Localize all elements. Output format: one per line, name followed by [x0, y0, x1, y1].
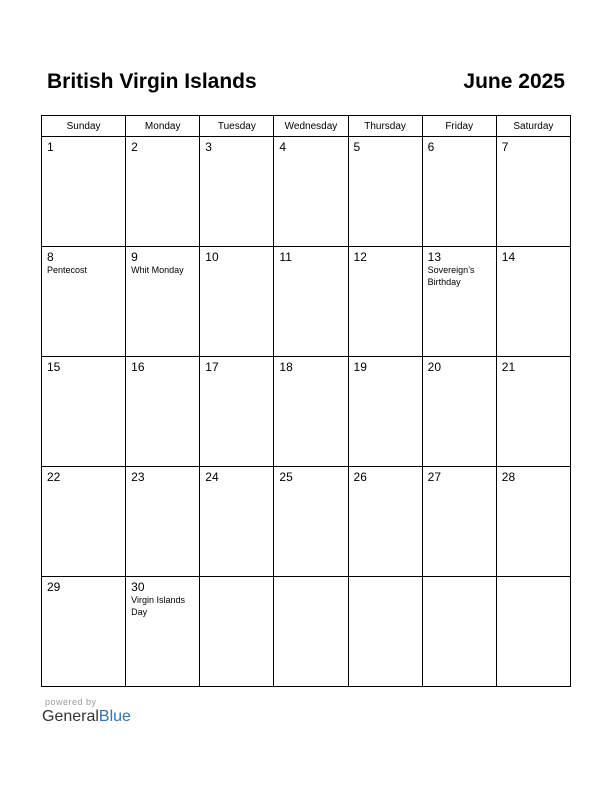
- day-number: 13: [427, 250, 442, 264]
- day-cell: [274, 577, 348, 687]
- day-number: [497, 577, 570, 580]
- weekday-header: Thursday: [348, 116, 422, 137]
- day-number: 3: [205, 140, 212, 154]
- day-number: 18: [279, 360, 293, 374]
- weekday-header: Wednesday: [274, 116, 348, 137]
- day-cell: [126, 247, 200, 357]
- day-number: 26: [353, 470, 367, 484]
- day-cell: [496, 357, 570, 467]
- week-row: [42, 137, 571, 247]
- day-cell: [496, 137, 570, 247]
- day-number: 1: [47, 140, 54, 154]
- week-row: [42, 577, 571, 687]
- powered-by-label: powered by: [45, 697, 97, 707]
- day-cell: [126, 357, 200, 467]
- day-number: 8: [47, 250, 54, 264]
- day-number: 2: [131, 140, 138, 154]
- week-row: [42, 467, 571, 577]
- day-number: 14: [501, 250, 516, 264]
- day-number: 29: [47, 580, 61, 594]
- day-cell: [42, 577, 126, 687]
- day-cell: [496, 247, 570, 357]
- day-cell: [496, 577, 570, 687]
- day-number: [349, 577, 422, 580]
- day-number: 15: [47, 360, 61, 374]
- day-cell: [422, 467, 496, 577]
- day-number: 9: [131, 250, 138, 264]
- week-row: [42, 247, 571, 357]
- day-cell: [496, 467, 570, 577]
- logo-blue-text: Blue: [98, 708, 131, 725]
- day-cell: [126, 467, 200, 577]
- day-cell: [42, 357, 126, 467]
- day-number: 4: [279, 140, 287, 154]
- day-cell: [274, 247, 348, 357]
- day-number: 28: [501, 470, 516, 484]
- day-cell: [348, 357, 422, 467]
- day-number: 22: [47, 470, 61, 484]
- day-number: 12: [353, 250, 367, 264]
- holiday-label: Virgin Islands Day: [131, 595, 186, 617]
- calendar-grid: [41, 115, 571, 687]
- day-number: 11: [279, 250, 292, 264]
- day-cell: [422, 247, 496, 357]
- page-title: British Virgin Islands: [47, 70, 257, 93]
- holiday-label: Whit Monday: [131, 265, 184, 275]
- day-cell: [42, 467, 126, 577]
- weekday-header: Friday: [422, 116, 496, 137]
- day-cell: [274, 137, 348, 247]
- day-cell: [348, 467, 422, 577]
- holiday-label: Sovereign’s Birthday: [427, 265, 475, 287]
- day-number: 27: [427, 470, 442, 484]
- day-cell: [274, 357, 348, 467]
- weekday-header: Sunday: [42, 116, 126, 137]
- day-cell: [200, 247, 274, 357]
- day-cell: [200, 467, 274, 577]
- logo-general-text: General: [42, 708, 99, 725]
- day-number: [200, 577, 273, 580]
- day-number: 10: [205, 250, 219, 264]
- month-title: June 2025: [463, 70, 565, 93]
- day-number: [423, 577, 496, 580]
- day-number: 24: [205, 470, 219, 484]
- day-cell: [42, 247, 126, 357]
- day-number: 17: [205, 360, 219, 374]
- day-cell: [348, 247, 422, 357]
- day-cell: [422, 577, 496, 687]
- day-cell: [274, 467, 348, 577]
- day-number: 30: [131, 580, 145, 594]
- day-cell: [42, 137, 126, 247]
- day-cell: [348, 137, 422, 247]
- weekday-header-row: [42, 116, 571, 137]
- day-number: 20: [427, 360, 442, 374]
- day-number: 25: [279, 470, 293, 484]
- week-row: [42, 357, 571, 467]
- day-number: 19: [353, 360, 367, 374]
- holiday-label: Pentecost: [47, 265, 88, 275]
- day-cell: [348, 577, 422, 687]
- weekday-header: Monday: [126, 116, 200, 137]
- day-cell: [200, 577, 274, 687]
- day-number: 16: [131, 360, 145, 374]
- day-cell: [126, 577, 200, 687]
- day-number: 6: [427, 140, 435, 154]
- day-number: 21: [501, 360, 516, 374]
- day-cell: [422, 137, 496, 247]
- day-number: 7: [501, 140, 509, 154]
- day-cell: [422, 357, 496, 467]
- day-cell: [126, 137, 200, 247]
- weekday-header: Tuesday: [200, 116, 274, 137]
- generalblue-logo[interactable]: [42, 708, 131, 726]
- weekday-header: Saturday: [496, 116, 570, 137]
- day-cell: [200, 357, 274, 467]
- day-cell: [200, 137, 274, 247]
- day-number: 5: [353, 140, 361, 154]
- day-number: 23: [131, 470, 145, 484]
- day-number: [274, 577, 347, 580]
